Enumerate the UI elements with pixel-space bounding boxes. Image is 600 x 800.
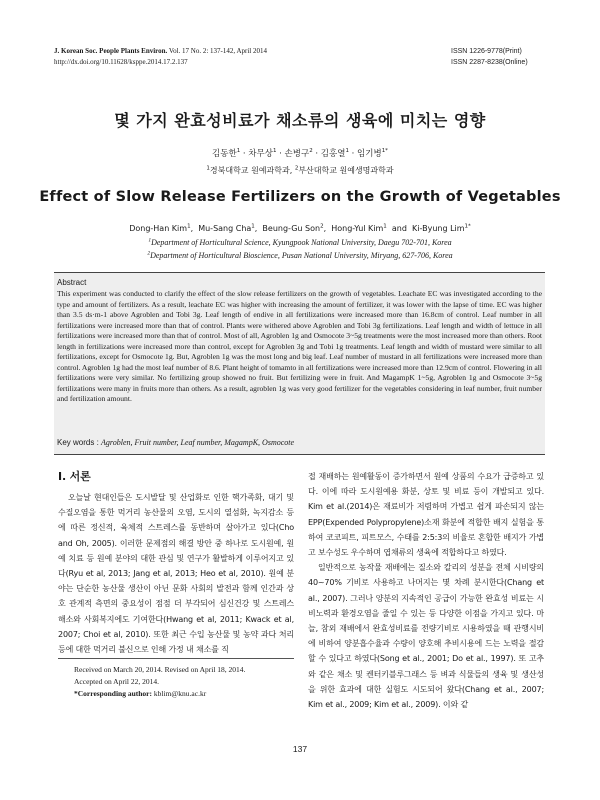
footnote-divider xyxy=(58,658,294,659)
corresponding-author xyxy=(74,688,245,700)
abstract-text: This experiment was conducted to clarify the effect of the slow release fertilizers on the growth of vegetables. Leachate EC was investigated according to the type and amount of fertilizers. As a result, leachate EC was higher with increasing the amount of fertilizer, it was lower with the lapse of time. EC was higher than 3.5 ds·m-1 above Agroblen and Tobi 3g. Leaf length of endive in all fertilizations were increased more than 16.8cm of control. Leaf number in all fertilizations were increased more than that of control. Plants were withered above Agroblen and Tobi 3g fertilizations. Leaf length and width of lettuce in all fertilizations were increased more than that of control. Most of all, Agroblen 1g and Osmocote 3~5g treatments were the most increased more than others. Root length in fertilizations were increased more than control, except for Agroblen 3g and Tobi 1g treatments. Leaf length and width of mustard were similar to all fertilizations, except for Osmocote 1g. But, Agroblen 1g was the most long and big leaf. Leaf number of mustard in all fertilizations were increased more than control. Agroblen 1g had the most leaf number of 8.6. Plant height of tomamto in all fertilizations were increased more than 12.9cm of control. Flowering in all fertilizations were very similar. No fertilizing group showed no fruit. But fertilizing were in fruit. And MagampK 1~5g, Agroblen 1g and Osmocote 3~5g fertilizations were many in fruits more than others. As a result, agroblen 1g was very good fertilizer for the vegetables considering in leaf number, fruit number and fertilization amount. xyxy=(57,289,542,403)
doi-link[interactable]: http://dx.doi.org/10.11628/ksppe.2014.17.2.137 xyxy=(54,58,188,66)
received-date: Received on March 20, 2014. Revised on April 18, 2014. xyxy=(74,665,246,674)
affiliations-korean: $^1$경북대학교 원예과학과, $^2$부산대학교 원예생명과학과 xyxy=(206,165,394,175)
keywords-label: Key words : xyxy=(57,438,102,447)
page-number: 137 xyxy=(292,744,308,754)
abstract-heading: Abstract xyxy=(57,278,87,287)
intro-paragraph-2: 접 재배하는 원예활동이 증가하면서 원예 상품의 수요가 급증하고 있다. 이에 따라 도시원예용 화분, 상토 및 비료 등이 개발되고 있다. Kim et al.(2014)은 재료비가 저렴하며 가볍고 쉽게 파손되지 않는 EPP(Expended Polypropylene)소재 화분에 적합한 배지 실험을 통하여 코코피트, 피트모스, 수태를 2:5:3의 비율로 혼합한 배지가 가볍고 보수성도 우수하며 엽채류의 생육에 적합하다고 하였다. xyxy=(308,472,544,558)
intro-paragraph-1: 오늘날 현대인들은 도시발달 및 산업화로 인한 핵가족화, 대기 및 수질오염을 통한 먹거리 농산물의 오염, 도시의 열섬화, 녹지감소 등에 따른 정신적, 육체적 스트레스를 동반하며 살아가고 있다(Cho and Oh, 2005). 이러한 문제점의 해결 방안 중 하나로 도시원예, 원예 치료 등 원예 분야의 대한 관심 및 연구가 활발하게 이루어지고 있다(Ryu et al, 2013; Jang et al, 2013; Heo et al, 2010). 원예 분야는 단순한 농산물 생산이 아닌 문화 사회의 발전과 함께 인간과 상호 관계적 측면의 중요성이 점점 더 부각되어 심신건강 및 스트레스 해소와 사회복지에도 기여한다(Hwang et al, 2011; Kwack et al, 2007; Choi et al, 2010). 또한 최근 수입 농산물 및 농약 과다 처리 등에 대한 먹거리 불신으로 인해 가정 내 채소를 직 xyxy=(58,493,294,655)
accepted-date: Accepted on April 22, 2014. xyxy=(74,677,159,686)
journal-header xyxy=(54,46,267,68)
affiliation-english-1: $^1$Department of Horticultural Science, Kyungpook National University, Daegu 702-701, Korea xyxy=(148,237,452,247)
keywords-values: Agroblen, Fruit number, Leaf number, MagampK, Osmocote xyxy=(101,438,295,447)
issn-print: ISSN 1226-9778(Print) xyxy=(451,48,522,55)
title-english: Effect of Slow Release Fertilizers on the Growth of Vegetables xyxy=(39,189,561,205)
title-korean: 몇 가지 완효성비료가 채소류의 생육에 미치는 영향 xyxy=(114,111,486,130)
intro-left-column xyxy=(58,470,294,657)
journal-name: J. Korean Soc. People Plants Environ. xyxy=(54,47,168,55)
footnotes xyxy=(74,664,245,700)
affiliation-english-2: $^2$Department of Horticultural Bioscience, Pusan National University, Miryang, 627-706, Korea xyxy=(147,250,453,260)
issn-online: ISSN 2287-8238(Online) xyxy=(451,59,528,66)
intro-right-column xyxy=(308,469,544,712)
authors-korean: 김동한$^1$ · 차무상$^1$ · 손병구$^2$ · 김홍열$^1$ · 임기병$^{1*}$ xyxy=(212,148,388,159)
authors-english: Dong-Han Kim$^1$, Mu-Sang Cha$^1$, Beung-Gu Son$^2$, Hong-Yul Kim$^1$ and Ki-Byung Lim$^{1*}$ xyxy=(129,223,471,233)
keywords-line xyxy=(57,438,294,447)
corresponding-email[interactable]: kblim@knu.ac.kr xyxy=(153,689,207,698)
abstract-box xyxy=(54,272,545,455)
issn-block xyxy=(451,46,528,68)
intro-paragraph-3: 일반적으로 농작물 재배에는 질소와 칼리의 성분을 전체 시비량의 40~70% 기비로 사용하고 나머지는 몇 차례 분시한다(Chang et al., 2007). 그러나 양분의 지속적인 공급이 가능한 완효성 비료는 시비노력과 환경오염을 줄일 수 있는 등 다양한 이점을 가지고 있다. 마늘, 참외 재배에서 완효성비료를 전량기비로 시용하였을 때 관행시비에 비하여 양분흡수율과 수량이 양호해 추비시용에 드는 노력을 절감할 수 있다고 하였다(Song et al., 2001; Do et al., 1997). 또 고추와 같은 채소 및 켄터키블루그래스 등 벼과 식물들의 생육 및 생산성을 위한 효과에 대한 실험도 시도되어 왔다(Chang et al., 2007; Kim et al., 2009; Kim et al., 2009). 이와 같 xyxy=(308,563,544,710)
volume-info: Vol. 17 No. 2: 137-142, April 2014 xyxy=(167,47,268,55)
corresponding-label: *Corresponding author: xyxy=(74,689,154,698)
section-heading-introduction: I. 서론 xyxy=(58,470,91,483)
